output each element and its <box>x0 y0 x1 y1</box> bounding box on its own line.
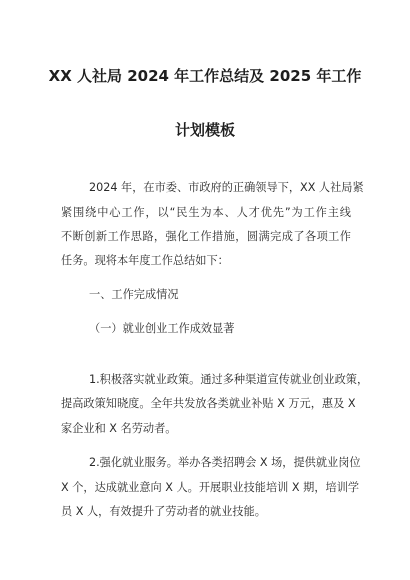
item-2-line-3: 员 X 人，有效提升了劳动者的就业技能。 <box>61 505 266 518</box>
document-title-line-2: 计划模板 <box>174 121 235 139</box>
item-2-line-1: 2.强化就业服务。举办各类招聘会 X 场，提供就业岗位 <box>89 456 361 469</box>
intro-line-3: 不断创新工作思路，强化工作措施，圆满完成了各项工作 <box>61 230 351 243</box>
section-1-heading: 一、工作完成情况 <box>89 288 179 301</box>
intro-line-1: 2024 年，在市委、市政府的正确领导下，XX 人社局紧 <box>89 181 364 194</box>
intro-line-4: 任务。现将本年度工作总结如下： <box>61 254 229 267</box>
item-2-line-2: X 个，达成就业意向 X 人。开展职业技能培训 X 期，培训学 <box>61 481 360 494</box>
document-title-line-1: XX 人社局 2024 年工作总结及 2025 年工作 <box>48 67 362 85</box>
item-1-line-2: 提高政策知晓度。全年共发放各类就业补贴 X 万元，惠及 X <box>61 397 356 410</box>
intro-line-2: 紧围绕中心工作，以“民生为本、人才优先”为工作主线 <box>61 206 351 219</box>
item-1-line-1: 1.积极落实就业政策。通过多种渠道宣传就业创业政策， <box>89 373 369 386</box>
subsection-1-heading: （一）就业创业工作成效显著 <box>89 322 235 335</box>
item-1-line-3: 家企业和 X 名劳动者。 <box>61 422 177 435</box>
